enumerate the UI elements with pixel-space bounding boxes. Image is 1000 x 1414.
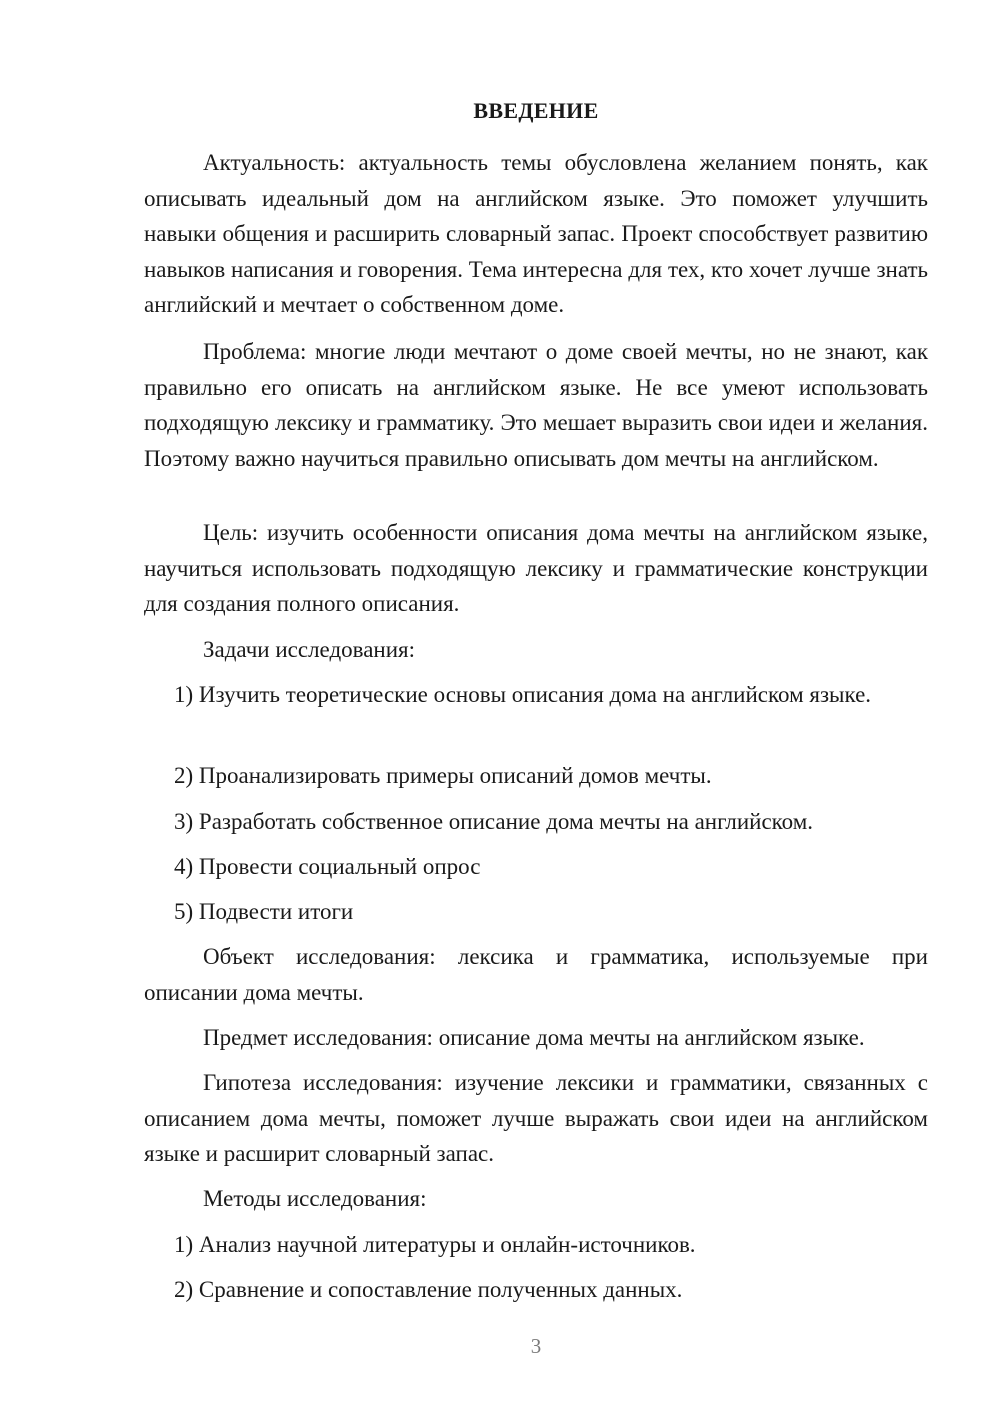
relevance-paragraph: Актуальность: актуальность темы обусловлена желанием понять, как описывать идеальный дом на английском языке. Это поможет улучшить навыки общения и расширить словарный запас. Проект способствует развитию навыков написания и говорения. Тема интересна для тех, кто хочет лучше знать английский и мечтает о собственном доме. (144, 150, 928, 317)
page-number: 3 (530, 1334, 542, 1358)
task-item-4: 4) Провести социальный опрос (174, 854, 481, 879)
subject-paragraph: Предмет исследования: описание дома мечты на английском языке. (203, 1025, 865, 1050)
task-item-2: 2) Проанализировать примеры описаний домов мечты. (174, 763, 712, 788)
page-title: ВВЕДЕНИЕ (473, 98, 599, 123)
tasks-heading: Задачи исследования: (203, 637, 416, 662)
method-item-1: 1) Анализ научной литературы и онлайн-источников. (174, 1232, 696, 1257)
task-item-1: 1) Изучить теоретические основы описания дома на английском языке. (174, 682, 872, 707)
task-item-3: 3) Разработать собственное описание дома мечты на английском. (174, 809, 814, 834)
method-item-2: 2) Сравнение и сопоставление полученных данных. (174, 1277, 683, 1302)
goal-paragraph: Цель: изучить особенности описания дома мечты на английском языке, научиться использовать подходящую лексику и грамматические конструкции для создания полного описания. (144, 520, 928, 616)
methods-heading: Методы исследования: (203, 1186, 427, 1211)
object-paragraph: Объект исследования: лексика и грамматика, используемые при описании дома мечты. (144, 944, 928, 1005)
problem-paragraph: Проблема: многие люди мечтают о доме своей мечты, но не знают, как правильно его описать на английском языке. Не все умеют использовать подходящую лексику и грамматику. Это мешает выразить свои идеи и желания. Поэтому важно научиться правильно описывать дом мечты на английском. (144, 339, 928, 471)
task-item-5: 5) Подвести итоги (174, 899, 354, 924)
hypothesis-paragraph: Гипотеза исследования: изучение лексики и грамматики, связанных с описанием дома мечты, поможет лучше выражать свои идеи на английском языке и расширит словарный запас. (144, 1070, 928, 1166)
